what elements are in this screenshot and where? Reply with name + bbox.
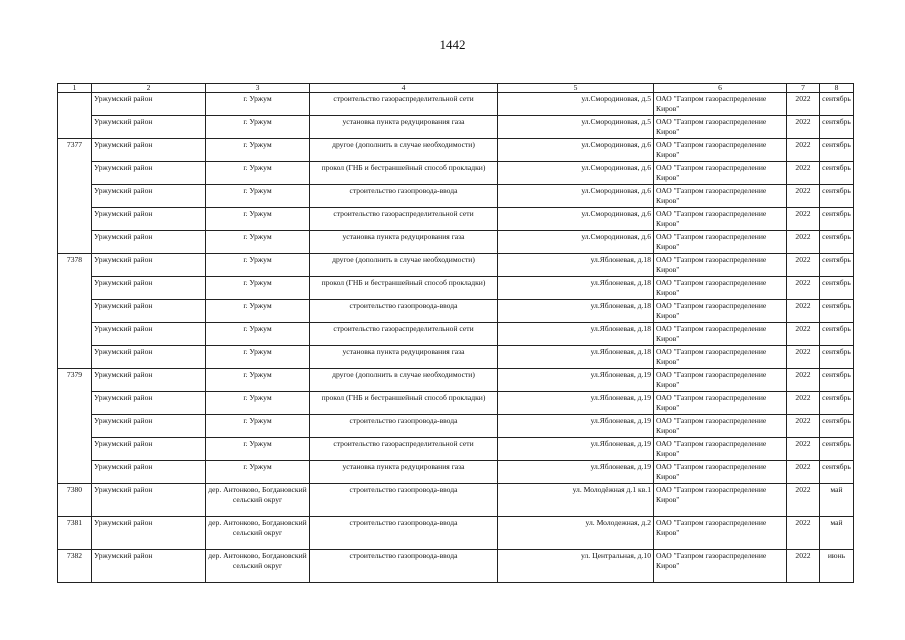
row-number-cell: 7380 <box>58 484 92 517</box>
row-number-cell <box>58 277 92 300</box>
table-row <box>58 346 854 369</box>
year-cell: 2022 <box>787 346 820 369</box>
month-cell: сентябрь <box>820 300 854 323</box>
table-row <box>58 231 854 254</box>
district-cell: Уржумский район <box>92 369 206 392</box>
year-cell: 2022 <box>787 208 820 231</box>
organization-cell: ОАО "Газпром газораспределение Киров" <box>654 517 787 550</box>
month-cell: май <box>820 484 854 517</box>
district-cell: Уржумский район <box>92 208 206 231</box>
organization-cell: ОАО "Газпром газораспределение Киров" <box>654 550 787 583</box>
organization-cell: ОАО "Газпром газораспределение Киров" <box>654 93 787 116</box>
row-number-cell: 7382 <box>58 550 92 583</box>
row-number-cell <box>58 415 92 438</box>
organization-cell: ОАО "Газпром газораспределение Киров" <box>654 323 787 346</box>
address-cell: ул.Яблоневая, д.19 <box>498 461 654 484</box>
year-cell: 2022 <box>787 231 820 254</box>
district-cell: Уржумский район <box>92 517 206 550</box>
address-cell: ул.Яблоневая, д.18 <box>498 300 654 323</box>
year-cell: 2022 <box>787 484 820 517</box>
organization-cell: ОАО "Газпром газораспределение Киров" <box>654 346 787 369</box>
header-row <box>58 84 854 93</box>
month-cell: сентябрь <box>820 93 854 116</box>
row-number-cell <box>58 93 92 116</box>
work-type-cell: строительство газораспределительной сети <box>310 323 498 346</box>
work-type-cell: строительство газопровода-ввода <box>310 185 498 208</box>
row-number-cell <box>58 116 92 139</box>
organization-cell: ОАО "Газпром газораспределение Киров" <box>654 484 787 517</box>
address-cell: ул.Яблоневая, д.19 <box>498 415 654 438</box>
table-row <box>58 208 854 231</box>
organization-cell: ОАО "Газпром газораспределение Киров" <box>654 208 787 231</box>
month-cell: май <box>820 517 854 550</box>
work-type-cell: строительство газораспределительной сети <box>310 438 498 461</box>
header-cell: 5 <box>498 84 654 93</box>
district-cell: Уржумский район <box>92 415 206 438</box>
district-cell: Уржумский район <box>92 254 206 277</box>
district-cell: Уржумский район <box>92 438 206 461</box>
year-cell: 2022 <box>787 93 820 116</box>
month-cell: сентябрь <box>820 369 854 392</box>
locality-cell: г. Уржум <box>206 208 310 231</box>
row-number-cell <box>58 323 92 346</box>
locality-cell: дер. Антонково, Богдановский сельский округ <box>206 484 310 517</box>
address-cell: ул. Молодёжная д.1 кв.1 <box>498 484 654 517</box>
district-cell: Уржумский район <box>92 300 206 323</box>
work-type-cell: другое (дополнить в случае необходимости) <box>310 369 498 392</box>
address-cell: ул.Яблоневая, д.19 <box>498 392 654 415</box>
work-type-cell: строительство газопровода-ввода <box>310 300 498 323</box>
work-type-cell: строительство газораспределительной сети <box>310 93 498 116</box>
work-type-cell: установка пункта редуцирования газа <box>310 346 498 369</box>
year-cell: 2022 <box>787 162 820 185</box>
month-cell: сентябрь <box>820 323 854 346</box>
header-cell: 2 <box>92 84 206 93</box>
work-type-cell: установка пункта редуцирования газа <box>310 231 498 254</box>
table-row <box>58 300 854 323</box>
locality-cell: г. Уржум <box>206 369 310 392</box>
year-cell: 2022 <box>787 323 820 346</box>
row-number-cell <box>58 162 92 185</box>
locality-cell: г. Уржум <box>206 392 310 415</box>
table-row <box>58 323 854 346</box>
locality-cell: г. Уржум <box>206 93 310 116</box>
table-row <box>58 185 854 208</box>
work-type-cell: прокол (ГНБ и бестраншейный способ прокладки) <box>310 277 498 300</box>
row-number-cell: 7379 <box>58 369 92 392</box>
year-cell: 2022 <box>787 392 820 415</box>
month-cell: сентябрь <box>820 231 854 254</box>
district-cell: Уржумский район <box>92 185 206 208</box>
work-type-cell: прокол (ГНБ и бестраншейный способ прокладки) <box>310 392 498 415</box>
organization-cell: ОАО "Газпром газораспределение Киров" <box>654 415 787 438</box>
table-row <box>58 116 854 139</box>
month-cell: сентябрь <box>820 162 854 185</box>
locality-cell: г. Уржум <box>206 231 310 254</box>
work-type-cell: строительство газопровода-ввода <box>310 550 498 583</box>
address-cell: ул.Смородиновая, д.5 <box>498 116 654 139</box>
work-type-cell: другое (дополнить в случае необходимости) <box>310 254 498 277</box>
locality-cell: дер. Антонково, Богдановский сельский округ <box>206 550 310 583</box>
table-row <box>58 550 854 583</box>
month-cell: сентябрь <box>820 139 854 162</box>
table-row <box>58 162 854 185</box>
row-number-cell: 7377 <box>58 139 92 162</box>
header-cell: 1 <box>58 84 92 93</box>
organization-cell: ОАО "Газпром газораспределение Киров" <box>654 461 787 484</box>
district-cell: Уржумский район <box>92 346 206 369</box>
month-cell: июнь <box>820 550 854 583</box>
year-cell: 2022 <box>787 438 820 461</box>
organization-cell: ОАО "Газпром газораспределение Киров" <box>654 231 787 254</box>
row-number-cell <box>58 438 92 461</box>
address-cell: ул.Яблоневая, д.18 <box>498 277 654 300</box>
address-cell: ул.Яблоневая, д.18 <box>498 323 654 346</box>
table-row <box>58 484 854 517</box>
organization-cell: ОАО "Газпром газораспределение Киров" <box>654 369 787 392</box>
district-cell: Уржумский район <box>92 139 206 162</box>
locality-cell: г. Уржум <box>206 162 310 185</box>
header-cell: 8 <box>820 84 854 93</box>
page-number: 1442 <box>439 37 466 52</box>
table-row <box>58 438 854 461</box>
table-row <box>58 415 854 438</box>
district-cell: Уржумский район <box>92 461 206 484</box>
work-type-cell: другое (дополнить в случае необходимости) <box>310 139 498 162</box>
work-type-cell: установка пункта редуцирования газа <box>310 116 498 139</box>
district-cell: Уржумский район <box>92 116 206 139</box>
month-cell: сентябрь <box>820 415 854 438</box>
address-cell: ул.Смородиновая, д.6 <box>498 185 654 208</box>
row-number-cell: 7381 <box>58 517 92 550</box>
district-cell: Уржумский район <box>92 323 206 346</box>
month-cell: сентябрь <box>820 185 854 208</box>
organization-cell: ОАО "Газпром газораспределение Киров" <box>654 438 787 461</box>
header-cell: 4 <box>310 84 498 93</box>
table-row <box>58 461 854 484</box>
work-type-cell: строительство газопровода-ввода <box>310 517 498 550</box>
year-cell: 2022 <box>787 461 820 484</box>
header-cell: 7 <box>787 84 820 93</box>
header-cell: 6 <box>654 84 787 93</box>
table-row <box>58 369 854 392</box>
locality-cell: г. Уржум <box>206 277 310 300</box>
organization-cell: ОАО "Газпром газораспределение Киров" <box>654 277 787 300</box>
address-cell: ул.Смородиновая, д.6 <box>498 208 654 231</box>
header-cell: 3 <box>206 84 310 93</box>
district-cell: Уржумский район <box>92 162 206 185</box>
month-cell: сентябрь <box>820 254 854 277</box>
year-cell: 2022 <box>787 185 820 208</box>
work-type-cell: строительство газопровода-ввода <box>310 415 498 438</box>
year-cell: 2022 <box>787 550 820 583</box>
address-cell: ул.Яблоневая, д.19 <box>498 438 654 461</box>
month-cell: сентябрь <box>820 346 854 369</box>
address-cell: ул.Яблоневая, д.18 <box>498 254 654 277</box>
work-type-cell: строительство газопровода-ввода <box>310 484 498 517</box>
year-cell: 2022 <box>787 415 820 438</box>
district-cell: Уржумский район <box>92 277 206 300</box>
organization-cell: ОАО "Газпром газораспределение Киров" <box>654 185 787 208</box>
district-cell: Уржумский район <box>92 484 206 517</box>
locality-cell: г. Уржум <box>206 139 310 162</box>
month-cell: сентябрь <box>820 438 854 461</box>
table-row <box>58 277 854 300</box>
month-cell: сентябрь <box>820 461 854 484</box>
address-cell: ул. Молодежная, д.2 <box>498 517 654 550</box>
organization-cell: ОАО "Газпром газораспределение Киров" <box>654 300 787 323</box>
works-table <box>57 83 854 583</box>
year-cell: 2022 <box>787 139 820 162</box>
address-cell: ул.Смородиновая, д.6 <box>498 162 654 185</box>
row-number-cell <box>58 300 92 323</box>
organization-cell: ОАО "Газпром газораспределение Киров" <box>654 116 787 139</box>
address-cell: ул.Смородиновая, д.5 <box>498 93 654 116</box>
table-row <box>58 392 854 415</box>
locality-cell: г. Уржум <box>206 185 310 208</box>
organization-cell: ОАО "Газпром газораспределение Киров" <box>654 139 787 162</box>
row-number-cell <box>58 346 92 369</box>
month-cell: сентябрь <box>820 277 854 300</box>
year-cell: 2022 <box>787 300 820 323</box>
year-cell: 2022 <box>787 277 820 300</box>
row-number-cell <box>58 208 92 231</box>
organization-cell: ОАО "Газпром газораспределение Киров" <box>654 254 787 277</box>
row-number-cell <box>58 461 92 484</box>
month-cell: сентябрь <box>820 208 854 231</box>
organization-cell: ОАО "Газпром газораспределение Киров" <box>654 162 787 185</box>
district-cell: Уржумский район <box>92 231 206 254</box>
table-row <box>58 93 854 116</box>
district-cell: Уржумский район <box>92 550 206 583</box>
district-cell: Уржумский район <box>92 392 206 415</box>
year-cell: 2022 <box>787 116 820 139</box>
address-cell: ул.Смородиновая, д.6 <box>498 139 654 162</box>
work-type-cell: строительство газораспределительной сети <box>310 208 498 231</box>
month-cell: сентябрь <box>820 392 854 415</box>
table-row <box>58 517 854 550</box>
locality-cell: дер. Антонково, Богдановский сельский округ <box>206 517 310 550</box>
locality-cell: г. Уржум <box>206 254 310 277</box>
address-cell: ул. Центральная, д.10 <box>498 550 654 583</box>
locality-cell: г. Уржум <box>206 438 310 461</box>
locality-cell: г. Уржум <box>206 415 310 438</box>
locality-cell: г. Уржум <box>206 323 310 346</box>
work-type-cell: установка пункта редуцирования газа <box>310 461 498 484</box>
month-cell: сентябрь <box>820 116 854 139</box>
locality-cell: г. Уржум <box>206 300 310 323</box>
locality-cell: г. Уржум <box>206 461 310 484</box>
address-cell: ул.Яблоневая, д.18 <box>498 346 654 369</box>
year-cell: 2022 <box>787 517 820 550</box>
district-cell: Уржумский район <box>92 93 206 116</box>
table-row <box>58 139 854 162</box>
year-cell: 2022 <box>787 369 820 392</box>
row-number-cell: 7378 <box>58 254 92 277</box>
locality-cell: г. Уржум <box>206 116 310 139</box>
year-cell: 2022 <box>787 254 820 277</box>
address-cell: ул.Смородиновая, д.6 <box>498 231 654 254</box>
locality-cell: г. Уржум <box>206 346 310 369</box>
table-row <box>58 254 854 277</box>
row-number-cell <box>58 231 92 254</box>
address-cell: ул.Яблоневая, д.19 <box>498 369 654 392</box>
work-type-cell: прокол (ГНБ и бестраншейный способ прокладки) <box>310 162 498 185</box>
row-number-cell <box>58 392 92 415</box>
organization-cell: ОАО "Газпром газораспределение Киров" <box>654 392 787 415</box>
row-number-cell <box>58 185 92 208</box>
